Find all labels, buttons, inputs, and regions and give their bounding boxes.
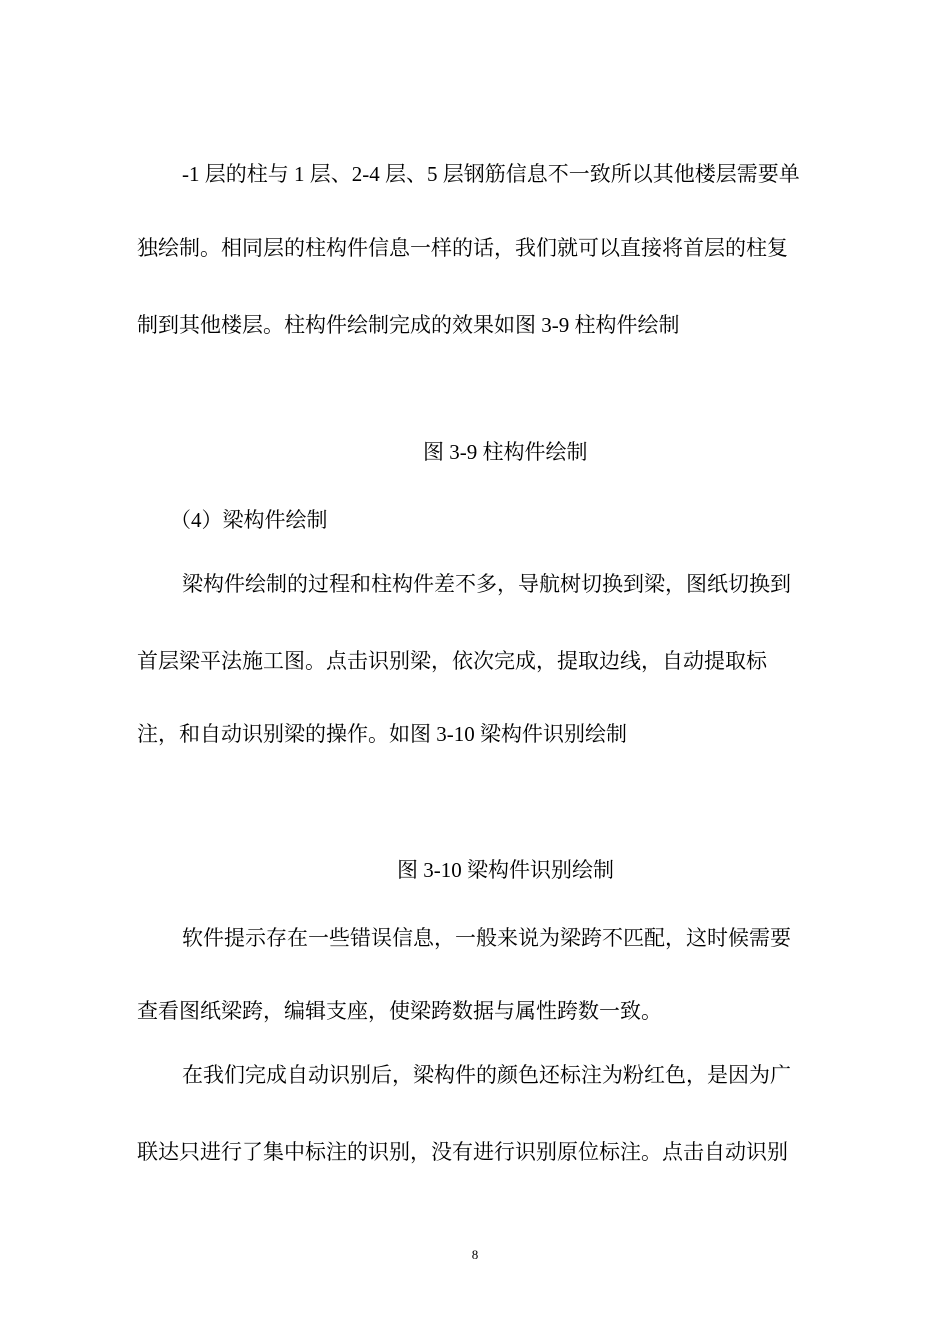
paragraph-4-line-2: 联达只进行了集中标注的识别，没有进行识别原位标注。点击自动识别 — [137, 1140, 788, 1164]
paragraph-2-line-2: 首层梁平法施工图。点击识别梁，依次完成，提取边线，自动提取标 — [137, 649, 767, 673]
section-heading-beam: （4）梁构件绘制 — [170, 508, 328, 532]
paragraph-4-line-1: 在我们完成自动识别后，梁构件的颜色还标注为粉红色，是因为广 — [182, 1063, 791, 1087]
paragraph-1-line-3: 制到其他楼层。柱构件绘制完成的效果如图 3-9 柱构件绘制 — [137, 313, 680, 337]
paragraph-3-line-2: 查看图纸梁跨，编辑支座，使梁跨数据与属性跨数一致。 — [137, 999, 662, 1023]
paragraph-2-line-3: 注，和自动识别梁的操作。如图 3-10 梁构件识别绘制 — [137, 722, 627, 746]
figure-caption-3-10: 图 3-10 梁构件识别绘制 — [397, 858, 614, 882]
paragraph-1-line-1: -1 层的柱与 1 层、2-4 层、5 层钢筋信息不一致所以其他楼层需要单 — [182, 162, 800, 186]
paragraph-2-line-1: 梁构件绘制的过程和柱构件差不多，导航树切换到梁，图纸切换到 — [182, 572, 791, 596]
page-number: 8 — [471, 1247, 479, 1262]
paragraph-3-line-1: 软件提示存在一些错误信息，一般来说为梁跨不匹配，这时候需要 — [182, 926, 791, 950]
paragraph-1-line-2: 独绘制。相同层的柱构件信息一样的话，我们就可以直接将首层的柱复 — [137, 236, 788, 260]
figure-caption-3-9: 图 3-9 柱构件绘制 — [423, 440, 588, 464]
